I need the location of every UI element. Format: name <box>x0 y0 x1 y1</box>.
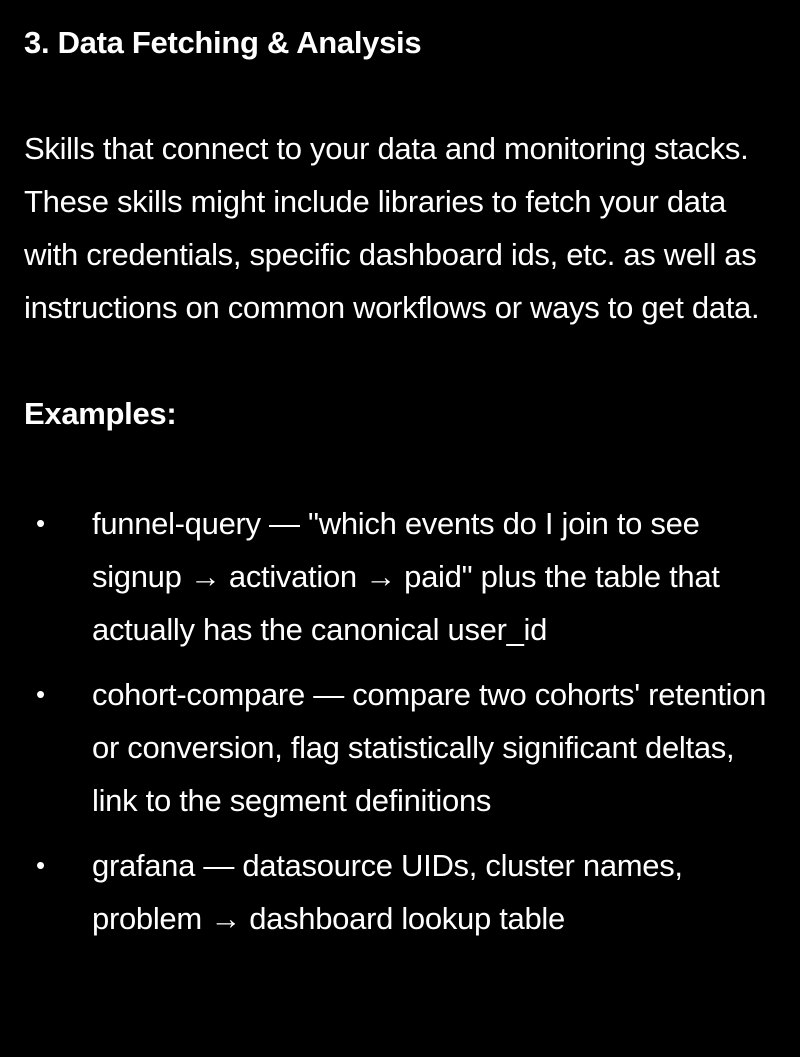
example-text: cohort-compare — compare two cohorts' retention or conversion, flag statistically significant deltas, link to the segment definitions <box>92 677 767 818</box>
example-text: funnel-query — "which events do I join to see signup → activation → paid" plus the table that actually has the canonical user_id <box>92 506 720 647</box>
section-intro: Skills that connect to your data and monitoring stacks. These skills might include libraries to fetch your data with credentials, specific dashboard ids, etc. as well as instructions on common workflows or ways to get data. <box>24 131 760 325</box>
examples-list <box>24 497 776 945</box>
section-title: 3. Data Fetching & Analysis <box>24 25 422 60</box>
examples-label: Examples: <box>24 396 177 431</box>
list-item <box>24 668 776 827</box>
bullet-icon: • <box>36 508 45 538</box>
list-item <box>24 497 776 656</box>
example-text: grafana — datasource UIDs, cluster names, problem → dashboard lookup table <box>92 848 683 936</box>
bullet-icon: • <box>36 850 45 880</box>
list-item <box>24 839 776 945</box>
bullet-icon: • <box>36 679 45 709</box>
